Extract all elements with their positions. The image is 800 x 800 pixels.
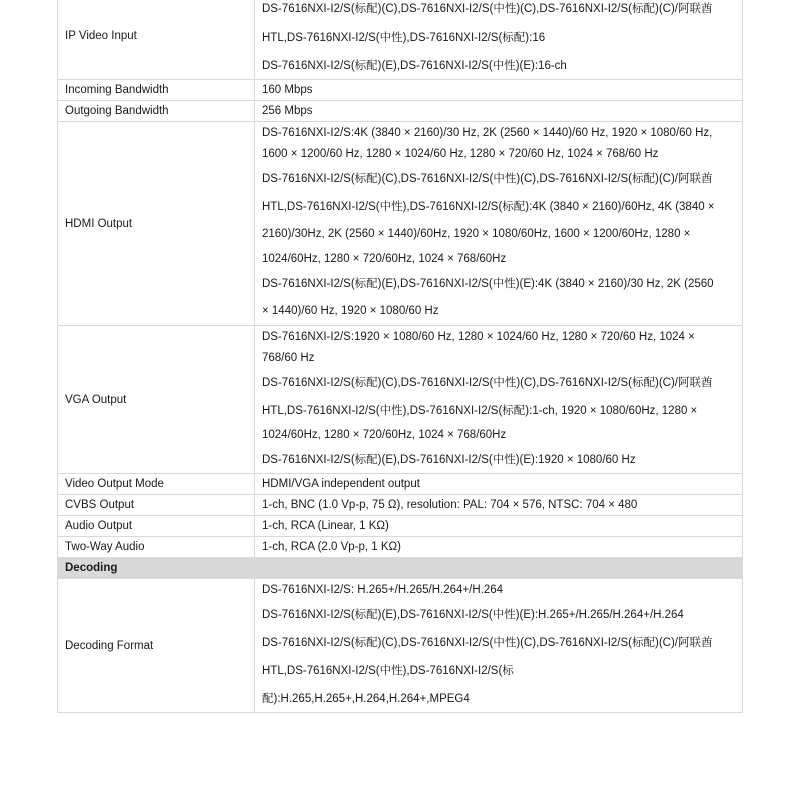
spec-row: [58, 495, 743, 516]
spec-value: HDMI/VGA independent output: [255, 474, 743, 495]
spec-row: [58, 537, 743, 558]
spec-label: Outgoing Bandwidth: [58, 101, 255, 122]
spec-value-line: 1600 × 1200/60 Hz, 1280 × 1024/60 Hz, 1280 × 720/60 Hz, 1024 × 768/60 Hz: [262, 147, 659, 160]
spec-label: Incoming Bandwidth: [58, 80, 255, 101]
spec-label: Audio Output: [58, 516, 255, 537]
spec-value: [255, 326, 743, 474]
spec-value-line: HTL,DS-7616NXI-I2/S(中性),DS-7616NXI-I2/S(标配):4K (3840 × 2160)/60Hz, 4K (3840 ×: [262, 201, 715, 213]
spec-value: [255, 0, 743, 80]
spec-value: 1-ch, BNC (1.0 Vp-p, 75 Ω), resolution: PAL: 704 × 576, NTSC: 704 × 480: [255, 495, 743, 516]
spec-table: [57, 0, 743, 713]
spec-value-line: 2160)/30Hz, 2K (2560 × 1440)/60Hz, 1920 × 1080/60Hz, 1600 × 1200/60Hz, 1280 ×: [262, 228, 691, 240]
spec-value-line: DS-7616NXI-I2/S:4K (3840 × 2160)/30 Hz, 2K (2560 × 1440)/60 Hz, 1920 × 1080/60 Hz,: [262, 126, 713, 139]
spec-value: 1-ch, RCA (2.0 Vp-p, 1 KΩ): [255, 537, 743, 558]
spec-label: VGA Output: [58, 326, 255, 474]
spec-value-line: DS-7616NXI-I2/S(标配)(C),DS-7616NXI-I2/S(中性)(C),DS-7616NXI-I2/S(标配)(C)/阿联酋: [262, 637, 713, 649]
spec-table-body: [58, 0, 743, 713]
spec-row: [58, 0, 743, 80]
spec-value-line: DS-7616NXI-I2/S(标配)(C),DS-7616NXI-I2/S(中性)(C),DS-7616NXI-I2/S(标配)(C)/阿联酋: [262, 3, 713, 15]
spec-value-line: HTL,DS-7616NXI-I2/S(中性),DS-7616NXI-I2/S(标配):1-ch, 1920 × 1080/60Hz, 1280 ×: [262, 405, 698, 417]
spec-label: CVBS Output: [58, 495, 255, 516]
spec-value: 160 Mbps: [255, 80, 743, 101]
spec-row: [58, 579, 743, 713]
spec-value-line: 768/60 Hz: [262, 351, 315, 364]
spec-row: [58, 80, 743, 101]
spec-value-line: DS-7616NXI-I2/S:1920 × 1080/60 Hz, 1280 × 1024/60 Hz, 1280 × 720/60 Hz, 1024 ×: [262, 330, 695, 343]
spec-value-line: DS-7616NXI-I2/S(标配)(C),DS-7616NXI-I2/S(中性)(C),DS-7616NXI-I2/S(标配)(C)/阿联酋: [262, 377, 713, 389]
spec-row: [58, 474, 743, 495]
spec-value: 256 Mbps: [255, 101, 743, 122]
spec-value-line: DS-7616NXI-I2/S(标配)(E),DS-7616NXI-I2/S(中性)(E):4K (3840 × 2160)/30 Hz, 2K (2560: [262, 278, 714, 290]
spec-value-line: × 1440)/60 Hz, 1920 × 1080/60 Hz: [262, 305, 439, 317]
spec-value-line: DS-7616NXI-I2/S(标配)(E),DS-7616NXI-I2/S(中性)(E):16-ch: [262, 60, 567, 72]
spec-row: [58, 516, 743, 537]
spec-label: Decoding Format: [58, 579, 255, 713]
spec-value-line: 配):H.265,H.265+,H.264,H.264+,MPEG4: [262, 693, 470, 705]
spec-value-line: HTL,DS-7616NXI-I2/S(中性),DS-7616NXI-I2/S(标: [262, 665, 514, 677]
spec-label: Two-Way Audio: [58, 537, 255, 558]
spec-value-line: 1024/60Hz, 1280 × 720/60Hz, 1024 × 768/60Hz: [262, 252, 507, 265]
spec-label: IP Video Input: [58, 0, 255, 80]
spec-value: 1-ch, RCA (Linear, 1 KΩ): [255, 516, 743, 537]
spec-value: [255, 122, 743, 326]
spec-label: HDMI Output: [58, 122, 255, 326]
spec-row: [58, 101, 743, 122]
spec-value-line: 1024/60Hz, 1280 × 720/60Hz, 1024 × 768/60Hz: [262, 428, 507, 441]
spec-row: [58, 122, 743, 326]
spec-value-line: DS-7616NXI-I2/S(标配)(E),DS-7616NXI-I2/S(中性)(E):H.265+/H.265/H.264+/H.264: [262, 609, 684, 621]
spec-value-line: DS-7616NXI-I2/S: H.265+/H.265/H.264+/H.264: [262, 583, 504, 596]
spec-label: Video Output Mode: [58, 474, 255, 495]
spec-value-line: HTL,DS-7616NXI-I2/S(中性),DS-7616NXI-I2/S(标配):16: [262, 32, 546, 44]
spec-value: [255, 579, 743, 713]
spec-value-line: DS-7616NXI-I2/S(标配)(C),DS-7616NXI-I2/S(中性)(C),DS-7616NXI-I2/S(标配)(C)/阿联酋: [262, 173, 713, 185]
spec-row: [58, 326, 743, 474]
section-title: Decoding: [58, 558, 743, 579]
spec-value-line: DS-7616NXI-I2/S(标配)(E),DS-7616NXI-I2/S(中性)(E):1920 × 1080/60 Hz: [262, 454, 636, 466]
section-header-row: [58, 558, 743, 579]
